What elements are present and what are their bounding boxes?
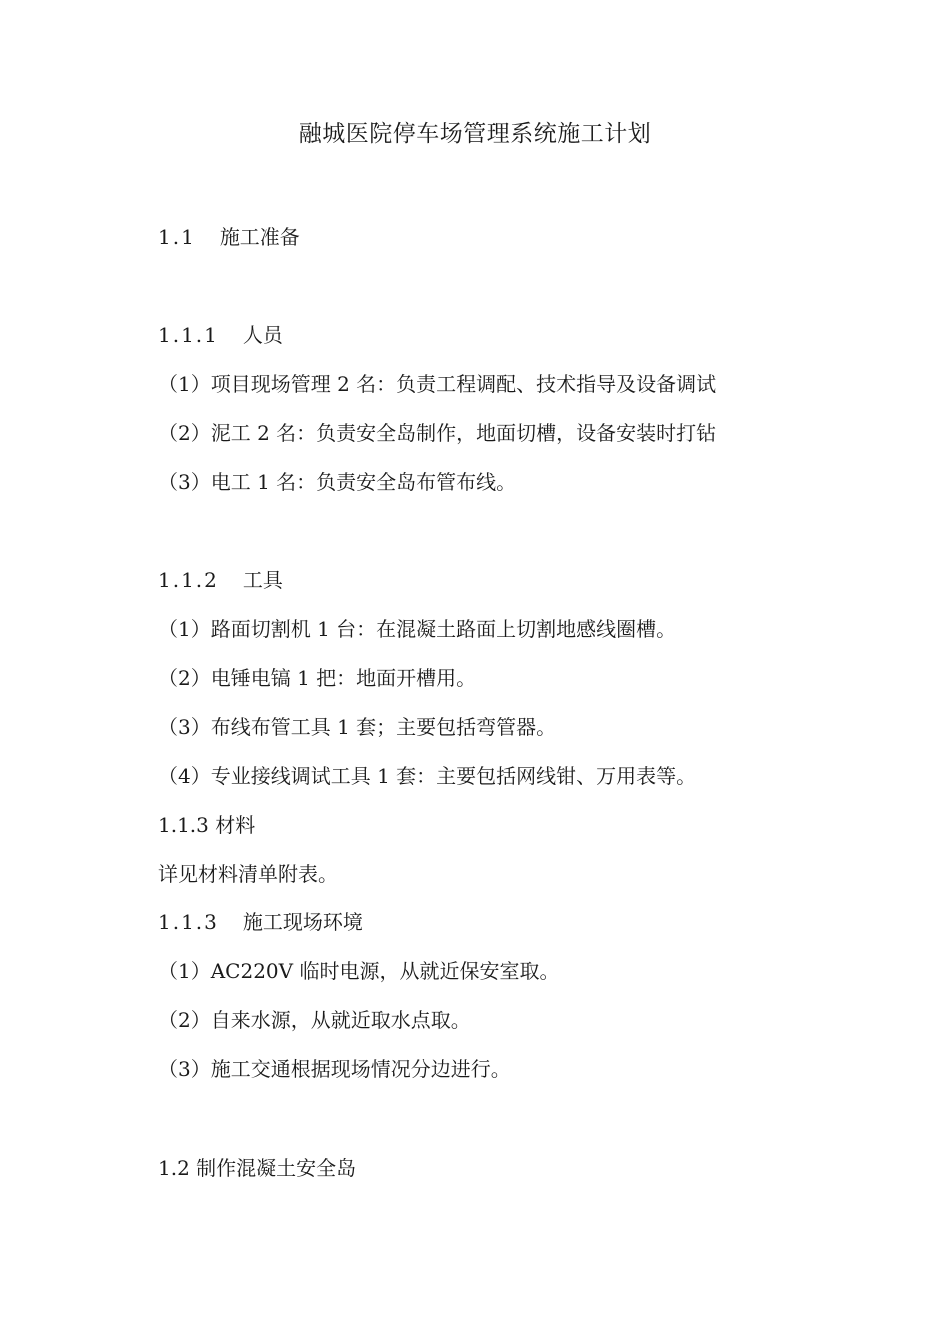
section-number: 1.1.2 [158,568,219,592]
list-item: （2）泥工 2 名：负责安全岛制作，地面切槽，设备安装时打钻 [158,421,717,445]
list-item: （4）专业接线调试工具 1 套：主要包括网线钳、万用表等。 [158,764,697,788]
section-number: 1.1.1 [158,323,219,347]
section-title: 施工现场环境 [242,910,363,934]
list-item: （3）布线布管工具 1 套；主要包括弯管器。 [158,715,557,739]
section-heading-1-1-2 [158,565,283,595]
paragraph: 详见材料清单附表。 [158,862,338,886]
section-heading-1-1-3-materials: 1.1.3 材料 [158,813,256,837]
section-heading-1-1-3-site [158,907,363,937]
section-title: 施工准备 [219,225,300,249]
section-title: 工具 [242,568,283,592]
section-heading-1-1-1 [158,320,283,350]
list-item: （1）路面切割机 1 台：在混凝土路面上切割地感线圈槽。 [158,617,677,641]
section-heading-1-1 [158,222,300,252]
section-heading-1-2: 1.2 制作混凝土安全岛 [158,1156,357,1180]
section-number: 1.1 [158,225,196,249]
list-item: （3）电工 1 名：负责安全岛布管布线。 [158,470,517,494]
list-item: （1）项目现场管理 2 名：负责工程调配、技术指导及设备调试 [158,372,717,396]
section-number: 1.1.3 [158,910,219,934]
section-title: 人员 [242,323,283,347]
document-title: 融城医院停车场管理系统施工计划 [298,121,652,147]
list-item: （1）AC220V 临时电源，从就近保安室取。 [158,959,560,983]
list-item: （2）电锤电镐 1 把：地面开槽用。 [158,666,477,690]
list-item: （3）施工交通根据现场情况分边进行。 [158,1057,511,1081]
list-item: （2）自来水源，从就近取水点取。 [158,1008,471,1032]
